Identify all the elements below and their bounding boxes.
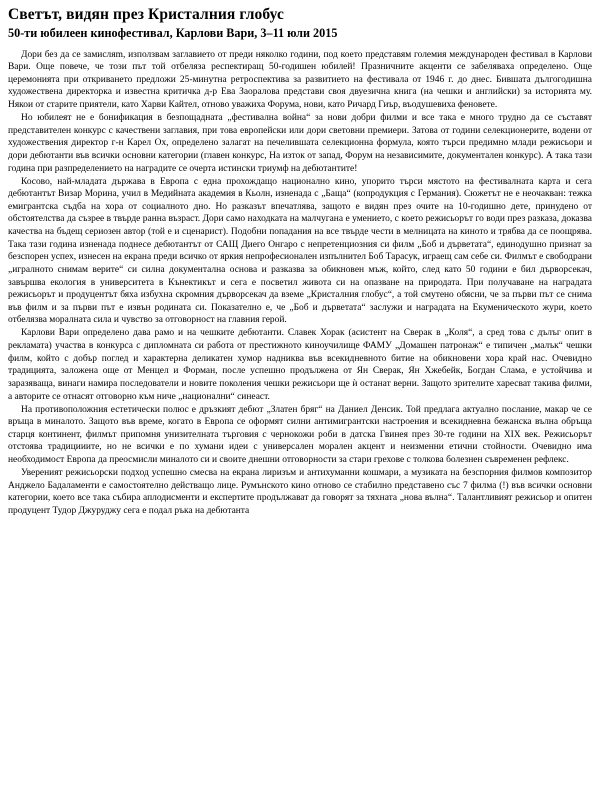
paragraph: На противоположния естетически полюс е дръзкият дебют „Златен бряг“ на Даниел Денсик. Той предлага актуално послание, макар че се връща в миналото. Защото във време, когато в Европа се оформят силни антимигрантски настроения и всекидневна бежанска вълна обръща старця континент, филмът припомня унизителната търговия с чернокожи роби в датска Гвинея през 30-те години на XIX век. Режисьорът отстоява традицииите, но не всички е по хумани идеи с универсален морален акцент и неизменни етични стойности. Очевидно има необходимост Европа да преосмисли миналото си и своите днешни отговорности за стари грехове с толкова болезнен съвременен рефлекс.: [8, 404, 592, 466]
article-body: [8, 49, 592, 518]
paragraph: Карлови Вари определено дава рамо и на чешките дебютанти. Славек Хорак (асистент на Сверак в „Коля“, а сред това с дълъг опит в рекламата) участва в конкурса с дипломната си работа от престижното киноучилище ФАМУ „Домашен патронаж“ е типичен „малък“ чешки филм, който с добър поглед и характерна деликатен хумор надниква във всекидневното битие на обикновени хора край нас. Очевидно традицията, заложена още от Менцел и Форман, после успешно продължена от Ян Сверак, Ян Хжебейк, Богдан Слама, е устойчива и заразяваща, винаги намира последователи и новите поколения чешки режисьори ще ѝ останат верни. Защото зрителите харесват такива филми, а авторите се отнасят отговорно към ниче „национални“ синеаст.: [8, 328, 592, 402]
paragraph: Косово, най-младата държава в Европа с една прохождащо национално кино, упорито търси мястото на фестивалната карта и сега дебютантът Визар Морина, учил в Медийната академия в Кьолн, изненада с „Баща“ (копродукция с Германия). Сюжетът не е неочакван: тежка емигрантска съдба на хора от социалното дно. Но разказът впечатлява, защото е видян през очите на 10-годишно дете, принудено от обстоятелства да съзрее в твърде ранна възраст. Дори само находката на малчугана е умението, с което режисьорът го води през разказа, доказва качества на бъдещ сериозен автор (той е и сценарист). Подобни попадания на все твърде чести в мелницата на киното и трябва да се поощрява. Така тази година изненада поднесе дебютантът от САЩ Диего Онгаро с непретенциозния си филм „Боб и дърветата“, единодушно признат за безспорен успех, изнесен на екрана преди всичко от яркия непрофесионален изпълнител Боб Тарасук, играещ сам себе си. Филмът е свободрани „игралното снимам верите“ си силна документална основа и разказва за обикновен мъж, който, след като 50 години е бил дърворсекач, завършва екология в университета в Кънектикът и сега е посветил живота си на опазване на природата. При получаване на наградата режисьорът и продуцентът бяха избухна скромния дърворсекач да вземе „Кристалния глобус“, а той смутено обясни, че за първи път се снима във филм и за първи път е извън родината си. Показателно е, че „Боб и дърветата“ заслужи и наградата на Екуменическото жури, което отбелязва моралната сила и чувство за отговорност на главния герой.: [8, 176, 592, 326]
page-subtitle: 50-ти юбилеен кинофестивал, Карлови Вари, 3–11 юли 2015: [8, 25, 338, 40]
paragraph: Увереният режисьорски подход успешно смесва на екрана лиризъм и антихуманни кошмари, а музиката на безспорния филмов композитор Анджело Бадаламенти е самостоятелно действащо лице. Румънското кино отново се стабилно представено със 7 филма (!) във всички основни категории, което все така събира аплодисменти и експертите продължават да говорят за тяхната „нова вълна“. Талантливият режисьор и опитен продуцент Тудор Джуруджу сега е подал ръка на дебютанта: [8, 468, 592, 516]
page-title: Светът, видян през Кристалния глобус: [8, 6, 284, 23]
paragraph: Но юбилеят не е бонификация в безпощадната „фестивална война“ за нови добри филми и все така е много трудно да се съставят представителен конкурс с качествени заглавия, при това европейски или дори световни премиери. Затова от години селекционерите, водени от художествения директор г-н Карел Ох, определено залагат на печелившата селекционна формула, която търси предимно млади режисьори и дори дебютанти във всички основни категории (главен конкурс, На изток от запад, Форум на независимите, документален конкурс). А така тази година при разпределението на наградите се очерта истински триумф на дебютантите!: [8, 113, 592, 174]
paragraph: Дори без да се замисляm, използвам заглавието от преди няколко години, под което представям големия международен фестивал в Карлови Вари. Още повече, че този път той отбеляза респектиращ 50-годишен юбилей! Празничните акценти се забеляваха определено. Още церемонията при откриването предложи 25-минутна ретроспектива за развитието на фестивала от 1946 г. до днес. Бившата дългогодишна художествена директорка и известна критичка д-р Ева Заоралова представи своя двуезична книга (на чешки и английски) за историята му. Някои от старите приятели, като Харви Кайтел, отново уважиха Форума, нови, като Ричард Гиър, въодушевиха феновете.: [8, 49, 592, 110]
